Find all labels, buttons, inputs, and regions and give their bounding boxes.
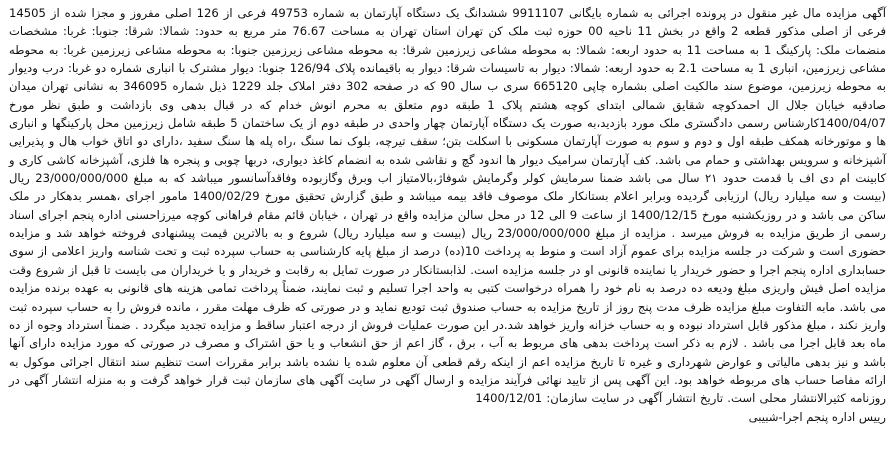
- signature-line: رییس اداره پنجم اجرا-شبیبی: [748, 409, 886, 424]
- auction-notice-text: آگهی مزایده مال غیر منقول در پرونده اجرائی به شماره بایگانی 9911107 ششدانگ یک دستگاه آپارتمان به شماره 49753 فرعی از 126 اصلی مفروز و مجزا شده از 14505 فرعی از اصلی مذکور قطعه 2 واقع در بخش 11 ناحیه 00 حوزه ثبت ملک کن تهران استان تهران به مساحت 76.67 متر مربع به حدود: شمالا: شرقا: جنوبا: غربا: مشخصات منضمات ملک: پارکینگ 1 به مساحت 11 به حدود اربعه: شمالا: به محوطه مشاعی زیرزمین شرقا: به محوطه مشاعی زیرزمین جنوبا: به محوطه مشاعی زیرزمین غربا: به محوطه مشاعی زیرزمین، انباری 1 به مساحت 2.1 به حدود اربعه: شمالا: دیوار به تاسیسات شرقا: دیوار به باقیمانده پلاک 126/94 جنوبا: دیوار مشترک با انباری شماره دو غربا: درب ودیوار به محوطه زیرزمین، موضوع سند مالکیت اصلی بشماره چاپی 665120 سری ب سال 90 که در صفحه 302 دفتر املاک جلد 1229 ذیل شماره 346095 به نشانی تهران میدان صادقیه خیابان جلال ال احمدکوچه شقایق شمالی ابتدای کوچه هشتم پلاک 1 طبقه دوم متعلق به محرم انوش خدام که در قبال بدهی وی بازداشت و طبق نظر مورخ 1400/04/07کارشناس رسمی دادگستری ملک مورد بازدید،به صورت یک دستگاه آپارتمان چهار واحدی در طبقه دوم از یک ساختمان 5 طبقه شامل زیرزمین محل پارکینگها و انباری ها و موتورخانه همکف طبقه اول و دوم و سوم به صورت آپارتمان مسکونی با اسکلت بتن؛ سقف تیرچه، بلوک نما سنگ ،راه پله ها سنگ سفید ،دارای دو اتاق خواب هال و پذیرایی آشپزخانه و سرویس بهداشتی و حمام می باشد. کف آپارتمان سرامیک دیوار ها اندود گچ و نقاشی شده به انضمام کاغذ دیواری، دربها چوبی و پنجره ها فلزی، آشپزخانه کاشی کاری و کابینت ام دی اف با قدمت حدود ۲۱ سال می باشد ضمنا سرمایش کولر وگرمایش شوفاژ،بالامتیاز اب وبرق وگازبوده وفاقدآسانسور میباشد که به مبلغ 23/000/000/000 ریال (بیست و سه میلیارد ریال) ارزیابی گردیده وبرابر اعلام بستانکار ملک موصوف فاقد بیمه میباشد و طبق گزارش تحقیق مورخ 1400/02/29 مامور اجرای ،همسر بدهکار در ملک ساکن می باشد و در روزیکشنبه مورخ 1400/12/15 از ساعت 9 الی 12 در محل سالن مزایده واقع در تهران ، خیابان قائم مقام فراهانی کوچه میرزاحسنی اداره پنجم اجرای اسناد رسمی از طریق مزایده به فروش میرسد . مزایده از مبلغ 23/000/000/000 ریال (بیست و سه میلیارد ریال) شروع و به بالاترین قیمت پیشنهادی فروخته خواهد شد و مزایده حضوری است و شرکت در جلسه مزایده برای عموم آزاد است و منوط به پرداخت 10(ده) درصد از مبلغ پایه کارشناسی به حساب سپرده ثبت و تحت شناسه واریز اعلامی از سوی حسابداری اداره پنجم اجرا و حضور خریدار یا نماینده قانونی او در جلسه مزایده است. لذابستانکار در صورت تمایل به رقابت و خریدار و یا خریداران می بایست تا قبل از شروع وقت مزایده اصل فیش واریزی مبلغ ودیعه ده درصد به نام خود را همراه درخواست کتبی به واحد اجرا تسلیم و ثبت نمایند، ضمناً پرداخت تمامی هزینه های قانونی به عهده برنده مزایده می باشد. مابه التفاوت مبلغ مزایده ظرف مدت پنج روز از تاریخ مزایده به حساب صندوق ثبت تودیع نماید و در صورتی که ظرف مهلت مقرر ، مانده فروش را به حساب سپرده ثبت واریز نکند ، مبلغ مذکور قابل استرداد نبوده و به حساب خزانه واریز خواهد شد.در این صورت عملیات فروش از درجه اعتبار ساقط و مزایده تجدید میگردد . ضمناً استرداد وجوه از ده ماه بعد قابل اجرا می باشد . لازم به ذکر است پرداخت بدهی های مربوط به آب ، برق ، گاز اعم از حق انشعاب و یا حق اشتراک و مصرف در صورتی که مورد مزایده دارای آنها باشد و نیز بدهی مالیاتی و عوارض شهرداری و غیره تا تاریخ مزایده اعم از اینکه رقم قطعی آن معلوم شده یا نشده باشد برابر مقررات است تنظیم سند انتقال اجرائی موکول به ارائه مفاصا حساب های مربوطه خواهد بود. این آگهی پس از تایید نهائی فرآیند مزایده و ارسال آگهی در سایت آگهی های سازمان ثبت قرار خواهد گرفت و به منزله انتشار آگهی در روزنامه کثیرالانتشار محلی است. تاریخ انتشار آگهی در سایت سازمان: 1400/12/01: [9, 6, 887, 406]
